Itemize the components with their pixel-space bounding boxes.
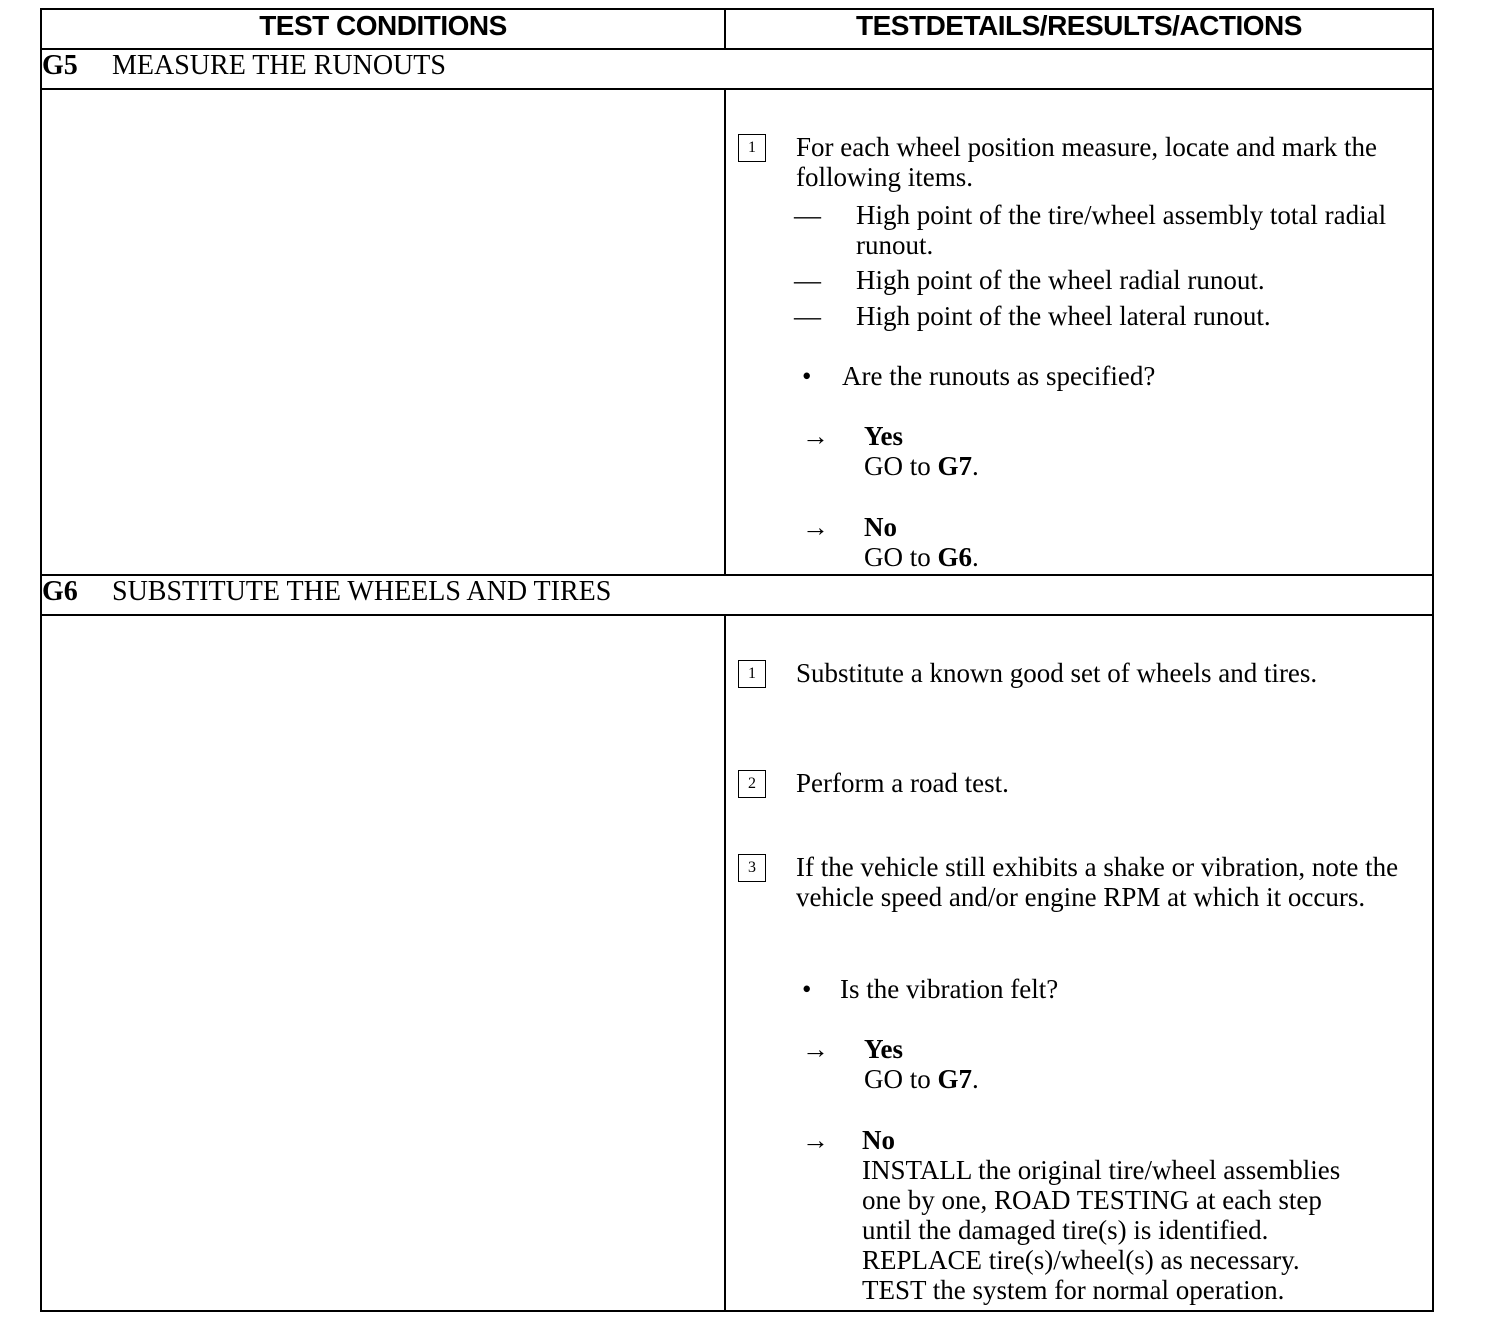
item-text: High point of the tire/wheel assembly total radial runout. xyxy=(856,200,1387,260)
section-g5-body xyxy=(41,89,1433,575)
section-g5-title xyxy=(41,49,1433,89)
branch-action xyxy=(864,451,1402,481)
item-text: High point of the wheel radial runout. xyxy=(856,265,1265,295)
header-test-conditions: TEST CONDITIONS xyxy=(41,9,725,49)
step-text: For each wheel position measure, locate and mark the following items. xyxy=(796,132,1378,192)
branch-label: Yes xyxy=(864,421,903,451)
g5-no-branch xyxy=(802,512,1402,572)
branch-action-line: INSTALL the original tire/wheel assemblies xyxy=(862,1155,1341,1185)
step-text: If the vehicle still exhibits a shake or vibration, note the vehicle speed and/or engine RPM at which it occurs. xyxy=(796,852,1399,912)
section-title: SUBSTITUTE THE WHEELS AND TIRES xyxy=(112,576,612,607)
section-g6-row xyxy=(41,575,1433,615)
branch-label: Yes xyxy=(864,1034,903,1064)
step-number-box: 1 xyxy=(738,134,766,162)
g6-step-3 xyxy=(738,852,1418,912)
g5-test-conditions-cell xyxy=(41,89,725,575)
g5-item-1 xyxy=(794,200,1424,260)
arrow-icon: → xyxy=(802,421,829,451)
arrow-icon: → xyxy=(802,1034,829,1064)
action-suffix: . xyxy=(972,1064,979,1094)
branch-action xyxy=(864,1064,1402,1094)
bullet-marker: • xyxy=(802,974,812,1004)
dash-marker: — xyxy=(794,200,821,230)
action-suffix: . xyxy=(972,542,979,572)
action-prefix: GO to xyxy=(864,451,938,481)
branch-action-line: TEST the system for normal operation. xyxy=(862,1275,1285,1305)
g5-item-2 xyxy=(794,265,1424,295)
section-g6-body xyxy=(41,615,1433,1311)
procedure-page xyxy=(40,8,1432,1314)
branch-label: No xyxy=(862,1125,895,1155)
action-target: G6 xyxy=(937,542,973,572)
step-number-box: 3 xyxy=(738,854,766,882)
step-text: Substitute a known good set of wheels and tires. xyxy=(796,658,1318,688)
bullet-marker: • xyxy=(802,361,812,391)
g6-step-1 xyxy=(738,658,1418,688)
branch-action-line: until the damaged tire(s) is identified. xyxy=(862,1215,1269,1245)
action-target: G7 xyxy=(937,1064,973,1094)
g6-test-conditions-cell xyxy=(41,615,725,1311)
item-text: High point of the wheel lateral runout. xyxy=(856,301,1271,331)
g5-question xyxy=(802,361,1402,391)
dash-marker: — xyxy=(794,301,821,331)
header-test-details: TESTDETAILS/RESULTS/ACTIONS xyxy=(725,9,1433,49)
section-title: MEASURE THE RUNOUTS xyxy=(112,50,446,81)
step-number-box: 2 xyxy=(738,770,766,798)
section-g5-row xyxy=(41,49,1433,89)
g6-yes-branch xyxy=(802,1034,1402,1094)
g6-no-branch xyxy=(802,1125,1422,1305)
step-text: Perform a road test. xyxy=(796,768,1009,798)
section-g6-title xyxy=(41,575,1433,615)
g6-step-2 xyxy=(738,768,1418,798)
procedure-table xyxy=(40,8,1434,1312)
branch-action-line: REPLACE tire(s)/wheel(s) as necessary. xyxy=(862,1245,1300,1275)
step-number-box: 1 xyxy=(738,660,766,688)
g5-yes-branch xyxy=(802,421,1402,481)
action-prefix: GO to xyxy=(864,1064,938,1094)
section-code: G6 xyxy=(42,576,78,607)
branch-label: No xyxy=(864,512,897,542)
g5-details-cell xyxy=(725,89,1433,575)
arrow-icon: → xyxy=(802,512,829,542)
table-header-row xyxy=(41,9,1433,49)
question-text: Is the vibration felt? xyxy=(840,974,1059,1004)
action-target: G7 xyxy=(937,451,973,481)
branch-action xyxy=(864,542,1402,572)
action-suffix: . xyxy=(972,451,979,481)
arrow-icon: → xyxy=(802,1125,829,1155)
g5-step-1 xyxy=(738,132,1418,192)
g5-item-3 xyxy=(794,301,1424,331)
g6-question xyxy=(802,974,1402,1004)
dash-marker: — xyxy=(794,265,821,295)
section-code: G5 xyxy=(42,50,78,81)
g6-details-cell xyxy=(725,615,1433,1311)
action-prefix: GO to xyxy=(864,542,938,572)
question-text: Are the runouts as specified? xyxy=(842,361,1156,391)
branch-action-line: one by one, ROAD TESTING at each step xyxy=(862,1185,1322,1215)
